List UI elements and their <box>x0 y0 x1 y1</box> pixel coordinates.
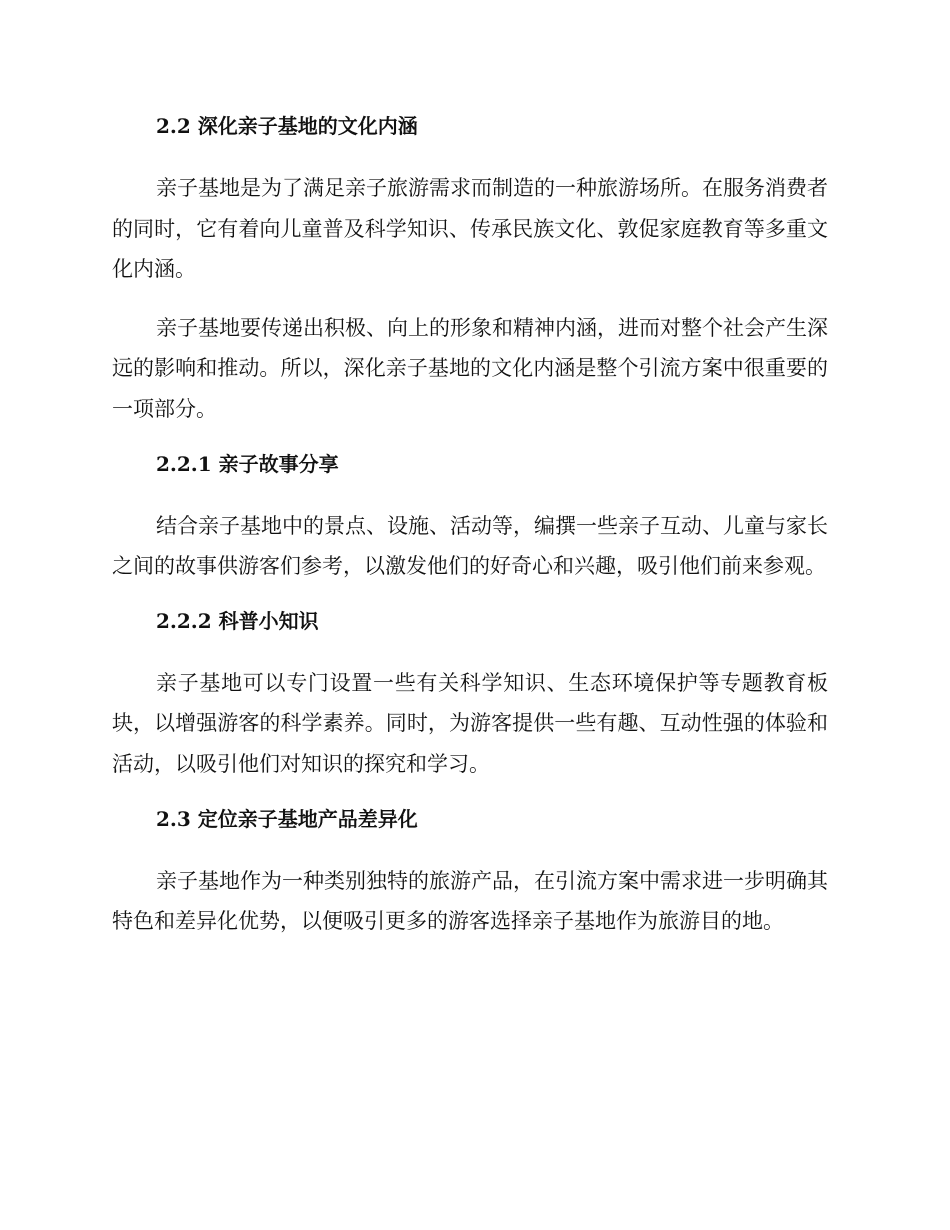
paragraph: 亲子基地作为一种类别独特的旅游产品，在引流方案中需求进一步明确其特色和差异化优势，以便吸引更多的游客选择亲子基地作为旅游目的地。 <box>112 868 828 934</box>
section-heading-2-2-1: 2.2.1 亲子故事分享 <box>156 451 339 476</box>
paragraph: 亲子基地可以专门设置一些有关科学知识、生态环境保护等专题教育板块，以增强游客的科学素养。同时，为游客提供一些有趣、互动性强的体验和活动，以吸引他们对知识的探究和学习。 <box>112 670 828 776</box>
section-heading-2-2-2: 2.2.2 科普小知识 <box>156 608 319 633</box>
section-heading-2-2: 2.2 深化亲子基地的文化内涵 <box>156 114 418 138</box>
paragraph: 亲子基地要传递出积极、向上的形象和精神内涵，进而对整个社会产生深远的影响和推动。所以，深化亲子基地的文化内涵是整个引流方案中很重要的一项部分。 <box>112 315 828 421</box>
section-heading-2-3: 2.3 定位亲子基地产品差异化 <box>156 806 418 831</box>
paragraph: 亲子基地是为了满足亲子旅游需求而制造的一种旅游场所。在服务消费者的同时，它有着向儿童普及科学知识、传承民族文化、敦促家庭教育等多重文化内涵。 <box>112 176 828 282</box>
paragraph: 结合亲子基地中的景点、设施、活动等，编撰一些亲子互动、儿童与家长之间的故事供游客们参考，以激发他们的好奇心和兴趣，吸引他们前来参观。 <box>112 513 828 579</box>
